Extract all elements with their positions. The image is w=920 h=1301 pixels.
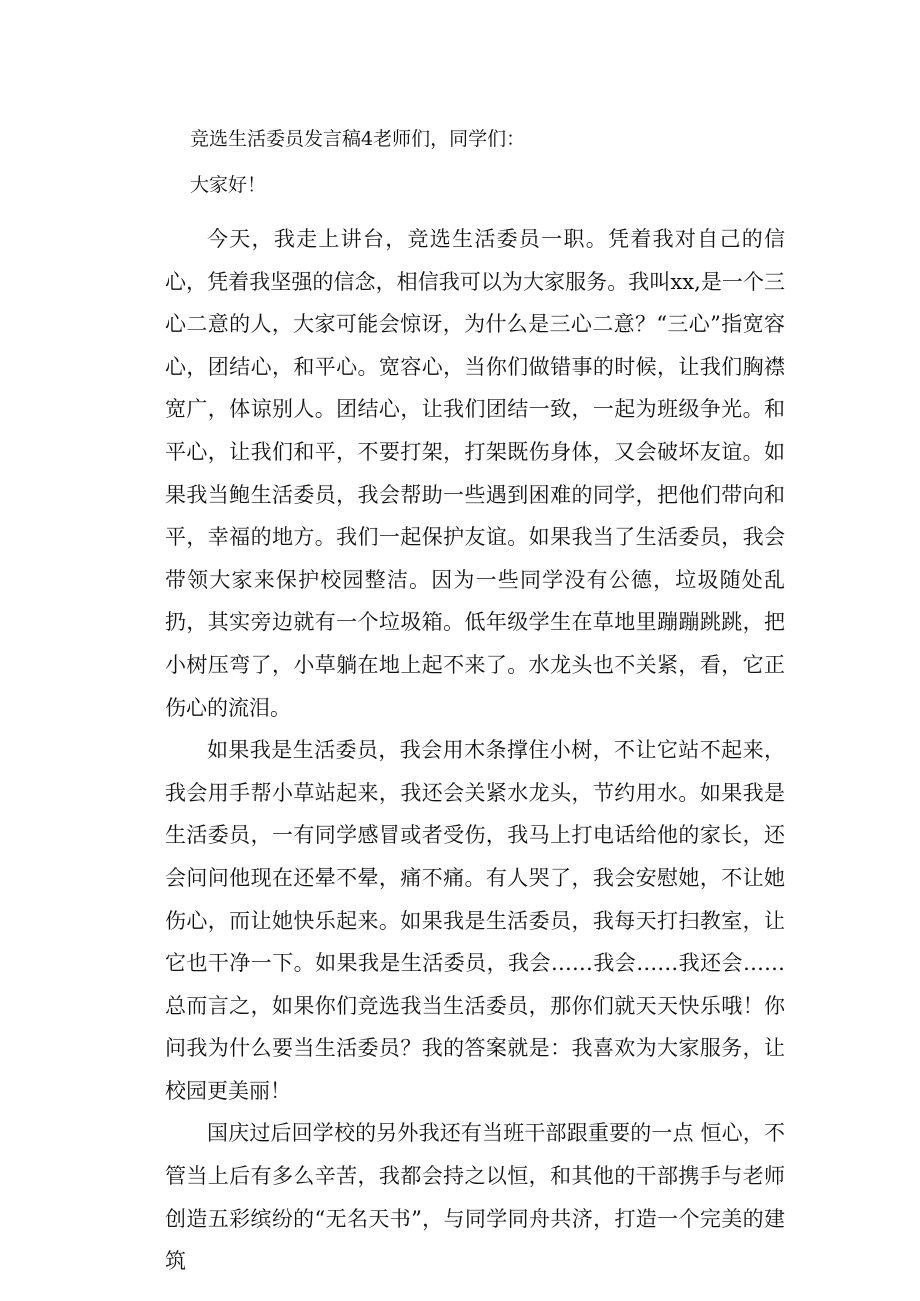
- paragraph-1: 今天，我走上讲台，竞选生活委员一职。凭着我对自己的信心，凭着我坚强的信念，相信我可以为大家服务。我叫xx,是一个三心二意的人，大家可能会惊讶，为什么是三心二意？“三心”指宽容心，团结心，和平心。宽容心，当你们做错事的时候，让我们胸襟宽广，体谅别人。团结心，让我们团结一致，一起为班级争光。和平心，让我们和平，不要打架，打架既伤身体，又会破坏友谊。如果我当鲍生活委员，我会帮助一些遇到困难的同学，把他们带向和平，幸福的地方。我们一起保护友谊。如果我当了生活委员，我会带领大家来保护校园整洁。因为一些同学没有公德，垃圾随处乱扔，其实旁边就有一个垃圾箱。低年级学生在草地里蹦蹦跳跳，把小树压弯了，小草躺在地上起不来了。水龙头也不关紧，看，它正伤心的流泪。: [165, 227, 785, 720]
- paragraph-3: 国庆过后回学校的另外我还有当班干部跟重要的一点 恒心，不管当上后有多么辛苦，我都会持之以恒，和其他的干部携手与老师创造五彩缤纷的“无名天书”，与同学同舟共济，打造一个完美的建筑: [165, 1121, 785, 1274]
- paragraph-2: 如果我是生活委员，我会用木条撑住小树，不让它站不起来，我会用手帮小草站起来，我还会关紧水龙头，节约用水。如果我是生活委员，一有同学感冒或者受伤，我马上打电话给他的家长，还会问问他现在还晕不晕，痛不痛。有人哭了，我会安慰她，不让她伤心，而让她快乐起来。如果我是生活委员，我每天打扫教室，让它也干净一下。如果我是生活委员，我会……我会……我还会……总而言之，如果你们竞选我当生活委员，那你们就天天快乐哦！你问我为什么要当生活委员？我的答案就是：我喜欢为大家服务，让校园更美丽！: [165, 738, 785, 1103]
- document-body: [165, 116, 785, 1283]
- greeting-line: 大家好！: [190, 174, 267, 196]
- document-heading-line: 竞选生活委员发言稿4老师们，同学们：: [190, 128, 526, 150]
